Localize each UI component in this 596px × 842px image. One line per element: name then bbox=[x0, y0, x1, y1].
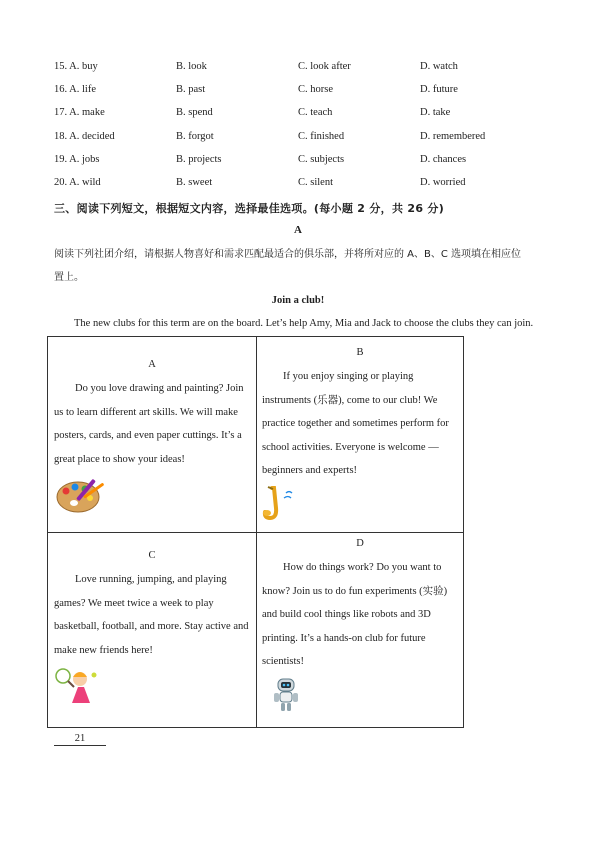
art-palette-icon bbox=[54, 475, 108, 515]
option-a: 18. A. decided bbox=[54, 131, 115, 142]
option-c: C. finished bbox=[298, 131, 345, 142]
club-text-line: posters, cards, and even paper cuttings. It’s a bbox=[54, 430, 242, 441]
club-text-line: us to learn different art skills. We will make bbox=[54, 406, 238, 418]
passage-title: Join a club! bbox=[271, 295, 325, 306]
club-text-line: If you enjoy singing or playing bbox=[283, 371, 414, 382]
club-text-line: basketball, football, and more. Stay active and bbox=[54, 621, 249, 632]
option-b: B. look bbox=[176, 61, 207, 72]
option-b: B. spend bbox=[176, 107, 213, 118]
question-row-19 bbox=[54, 154, 544, 168]
option-d: D. worried bbox=[420, 177, 466, 188]
club-text-line: scientists! bbox=[262, 656, 304, 667]
section-title: 三、阅读下列短文，根据短文内容，选择最佳选项。(每小题 2 分，共 26 分) bbox=[54, 202, 445, 215]
question-row-17 bbox=[54, 107, 544, 121]
option-c: C. look after bbox=[298, 61, 351, 72]
club-cell-d bbox=[257, 533, 463, 728]
club-text-line: Love running, jumping, and playing bbox=[75, 574, 227, 585]
answer-blank-21[interactable]: 21 bbox=[54, 733, 106, 746]
question-row-16 bbox=[54, 84, 544, 98]
club-letter: C bbox=[148, 550, 156, 561]
option-c: C. subjects bbox=[298, 154, 345, 165]
club-text-line: school activities. Everyone is welcome — bbox=[262, 441, 439, 453]
option-d: D. take bbox=[420, 107, 451, 118]
club-text-line: Do you love drawing and painting? Join bbox=[75, 383, 244, 394]
option-b: B. past bbox=[176, 84, 206, 95]
club-description bbox=[54, 377, 244, 471]
girl-tennis-icon bbox=[54, 667, 100, 707]
section-sub-title: A bbox=[294, 224, 302, 236]
club-cell-b bbox=[257, 337, 463, 532]
option-d: D. watch bbox=[420, 61, 458, 72]
option-a: 16. A. life bbox=[54, 84, 96, 95]
club-text-line: printing. It’s a hands-on club for future bbox=[262, 632, 426, 644]
option-d: D. future bbox=[420, 84, 458, 95]
club-text-line: great place to show your ideas! bbox=[54, 453, 185, 465]
option-b: B. projects bbox=[176, 154, 222, 165]
club-text-line: and build cool things like robots and 3D bbox=[262, 609, 431, 620]
club-letter: A bbox=[148, 359, 156, 370]
option-a: 20. A. wild bbox=[54, 177, 101, 188]
club-cell-a bbox=[48, 337, 256, 532]
club-text-line: practice together and sometimes perform for bbox=[262, 418, 449, 429]
question-row-15 bbox=[54, 61, 544, 75]
club-cell-c bbox=[48, 533, 256, 728]
option-d: D. remembered bbox=[420, 131, 486, 142]
club-text-line: games? We meet twice a week to play bbox=[54, 597, 214, 609]
club-table bbox=[47, 336, 464, 728]
option-d: D. chances bbox=[420, 154, 467, 165]
club-description bbox=[262, 556, 447, 674]
club-letter: B bbox=[356, 347, 364, 358]
option-a: 19. A. jobs bbox=[54, 154, 100, 165]
robot-icon bbox=[271, 677, 301, 713]
question-row-20 bbox=[54, 177, 544, 191]
club-text-line: know? Join us to do fun experiments (实验) bbox=[262, 585, 448, 597]
option-a: 17. A. make bbox=[54, 107, 105, 118]
club-text-line: beginners and experts! bbox=[262, 465, 358, 476]
club-text-line: How do things work? Do you want to bbox=[283, 562, 442, 573]
passage-intro: The new clubs for this term are on the board. Let’s help Amy, Mia and Jack to choose the clubs they can join. bbox=[74, 318, 534, 329]
club-description bbox=[54, 568, 248, 662]
option-c: C. horse bbox=[298, 84, 333, 95]
instruction-line-2: 置上。 bbox=[54, 272, 84, 283]
option-c: C. silent bbox=[298, 177, 334, 188]
option-a: 15. A. buy bbox=[54, 61, 98, 72]
club-description bbox=[262, 365, 449, 483]
saxophone-icon bbox=[262, 486, 296, 522]
question-row-18 bbox=[54, 131, 544, 145]
club-letter: D bbox=[356, 538, 364, 549]
club-text-line: instruments (乐器), come to our club! We bbox=[262, 394, 438, 406]
instruction-line-1: 阅读下列社团介绍，请根据人物喜好和需求匹配最适合的俱乐部，并将所对应的 A、B、C 选项填在相应位 bbox=[54, 249, 522, 260]
club-text-line: make new friends here! bbox=[54, 644, 153, 656]
option-b: B. forgot bbox=[176, 131, 214, 142]
option-c: C. teach bbox=[298, 107, 333, 118]
option-b: B. sweet bbox=[176, 177, 213, 188]
